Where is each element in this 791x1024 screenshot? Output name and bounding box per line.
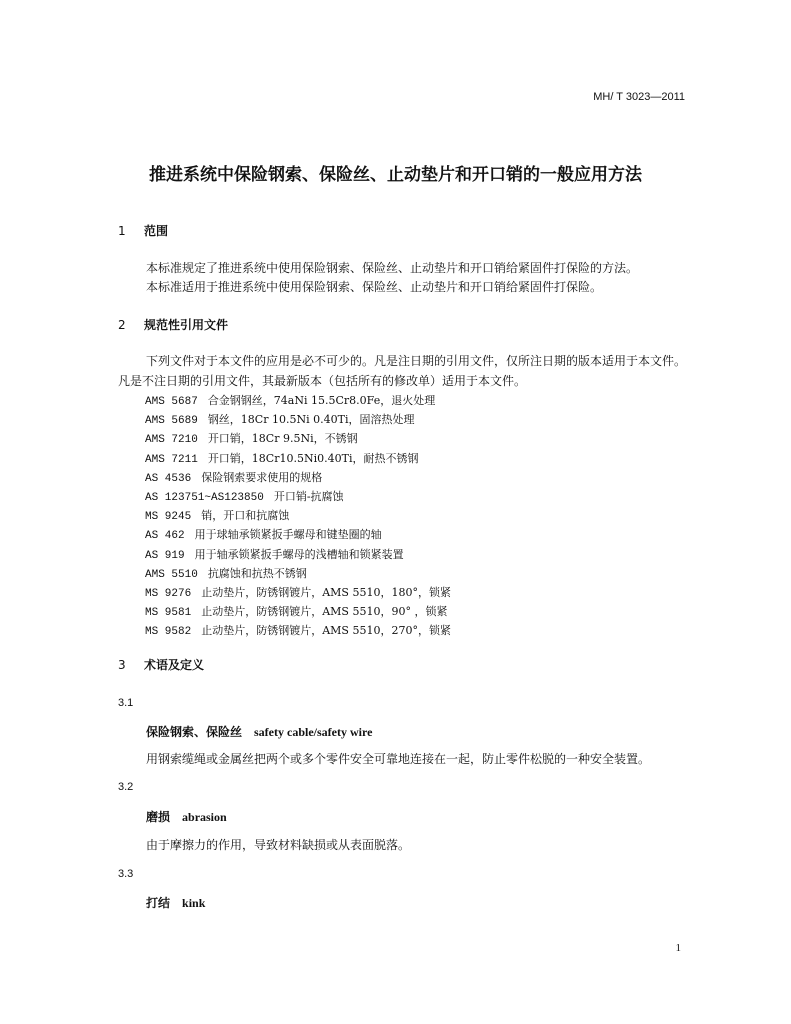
reference-code: AS 123751~AS123850 xyxy=(145,492,264,504)
reference-code: MS 9245 xyxy=(145,511,192,524)
reference-code: AMS 5510 xyxy=(145,568,198,581)
reference-title: 销，开口和抗腐蚀 xyxy=(201,509,290,523)
standard-number: MH/ T 3023—2011 xyxy=(593,91,685,103)
reference-item xyxy=(145,392,435,408)
reference-title: 止动垫片，防锈钢镀片，AMS 5510，90° ，锁紧 xyxy=(201,605,448,619)
reference-code: MS 9581 xyxy=(145,607,192,620)
section-3-heading xyxy=(118,656,204,673)
section-title: 范围 xyxy=(144,224,169,238)
paragraph: 本标准规定了推进系统中使用保险钢索、保险丝、止动垫片和开口销给紧固件打保险的方法。 xyxy=(146,261,639,275)
reference-code: AMS 5687 xyxy=(145,396,198,408)
term-heading xyxy=(146,808,227,825)
term-number: 3.2 xyxy=(118,781,134,793)
term-zh: 打结 xyxy=(146,896,171,910)
reference-title: 保险钢索要求使用的规格 xyxy=(201,470,323,484)
reference-item xyxy=(145,546,404,562)
term-zh: 磨损 xyxy=(146,810,171,824)
reference-title: 止动垫片，防锈钢镀片，AMS 5510，270°，锁紧 xyxy=(201,624,451,638)
paragraph: 本标准适用于推进系统中使用保险钢索、保险丝、止动垫片和开口销给紧固件打保险。 xyxy=(146,280,603,294)
term-en: safety cable/safety wire xyxy=(254,725,373,739)
reference-item xyxy=(145,430,358,446)
reference-code: MS 9276 xyxy=(145,588,192,600)
reference-title: 用于轴承锁紧扳手螺母的浅槽轴和锁紧装置 xyxy=(194,547,404,561)
reference-title: 开口销-抗腐蚀 xyxy=(273,490,344,503)
reference-code: AS 919 xyxy=(145,549,185,562)
section-title: 术语及定义 xyxy=(144,658,205,672)
section-title: 规范性引用文件 xyxy=(144,318,229,332)
reference-title: 抗腐蚀和抗热不锈钢 xyxy=(207,566,307,580)
section-1-heading xyxy=(118,222,168,239)
reference-code: AMS 7210 xyxy=(145,434,198,447)
reference-title: 开口销，18Cr 9.5Ni，不锈钢 xyxy=(207,432,358,446)
reference-code: AS 462 xyxy=(145,530,185,543)
term-definition: 用钢索缆绳或金属丝把两个或多个零件安全可靠地连接在一起，防止零件松脱的一种安全装置。 xyxy=(146,752,651,766)
reference-item xyxy=(145,488,344,504)
reference-code: AMS 5689 xyxy=(145,415,198,428)
term-heading xyxy=(146,723,372,740)
term-en: kink xyxy=(182,896,206,910)
reference-item xyxy=(145,526,382,542)
document-title: 推进系统中保险钢索、保险丝、止动垫片和开口销的一般应用方法 xyxy=(149,165,642,185)
section-2-heading xyxy=(118,316,228,333)
reference-title: 开口销，18Cr10.5Ni0.40Ti，耐热不锈钢 xyxy=(207,451,419,465)
term-heading xyxy=(146,894,205,911)
reference-item xyxy=(145,411,414,427)
reference-code: AMS 7211 xyxy=(145,453,198,466)
page-number: 1 xyxy=(675,942,681,954)
term-number: 3.1 xyxy=(118,697,134,709)
term-definition: 由于摩擦力的作用，导致材料缺损或从表面脱落。 xyxy=(146,838,411,852)
reference-code: AS 4536 xyxy=(145,472,192,485)
term-number: 3.3 xyxy=(118,868,134,880)
reference-item xyxy=(145,469,322,485)
reference-item xyxy=(145,507,289,523)
section-number: 3 xyxy=(118,658,126,672)
reference-item xyxy=(145,565,307,581)
reference-item xyxy=(145,450,418,466)
reference-item xyxy=(145,584,451,600)
paragraph: 下列文件对于本文件的应用是必不可少的。凡是注日期的引用文件，仅所注日期的版本适用于本文件。凡是不注日期的引用文件，其最新版本（包括所有的修改单）适用于本文件。 xyxy=(118,354,687,388)
reference-title: 钢丝，18Cr 10.5Ni 0.40Ti，固溶热处理 xyxy=(207,413,415,427)
reference-title: 止动垫片，防锈钢镀片，AMS 5510，180°，锁紧 xyxy=(201,586,451,599)
reference-item xyxy=(145,622,451,638)
section-number: 2 xyxy=(118,318,126,332)
term-zh: 保险钢索、保险丝 xyxy=(146,725,243,739)
reference-item xyxy=(145,603,447,619)
section-number: 1 xyxy=(118,224,126,238)
reference-code: MS 9582 xyxy=(145,626,192,639)
term-en: abrasion xyxy=(182,810,227,824)
reference-title: 用于球轴承锁紧扳手螺母和键垫圈的轴 xyxy=(194,528,382,542)
reference-title: 合金钢钢丝，74aNi 15.5Cr8.0Fe，退火处理 xyxy=(207,394,436,407)
